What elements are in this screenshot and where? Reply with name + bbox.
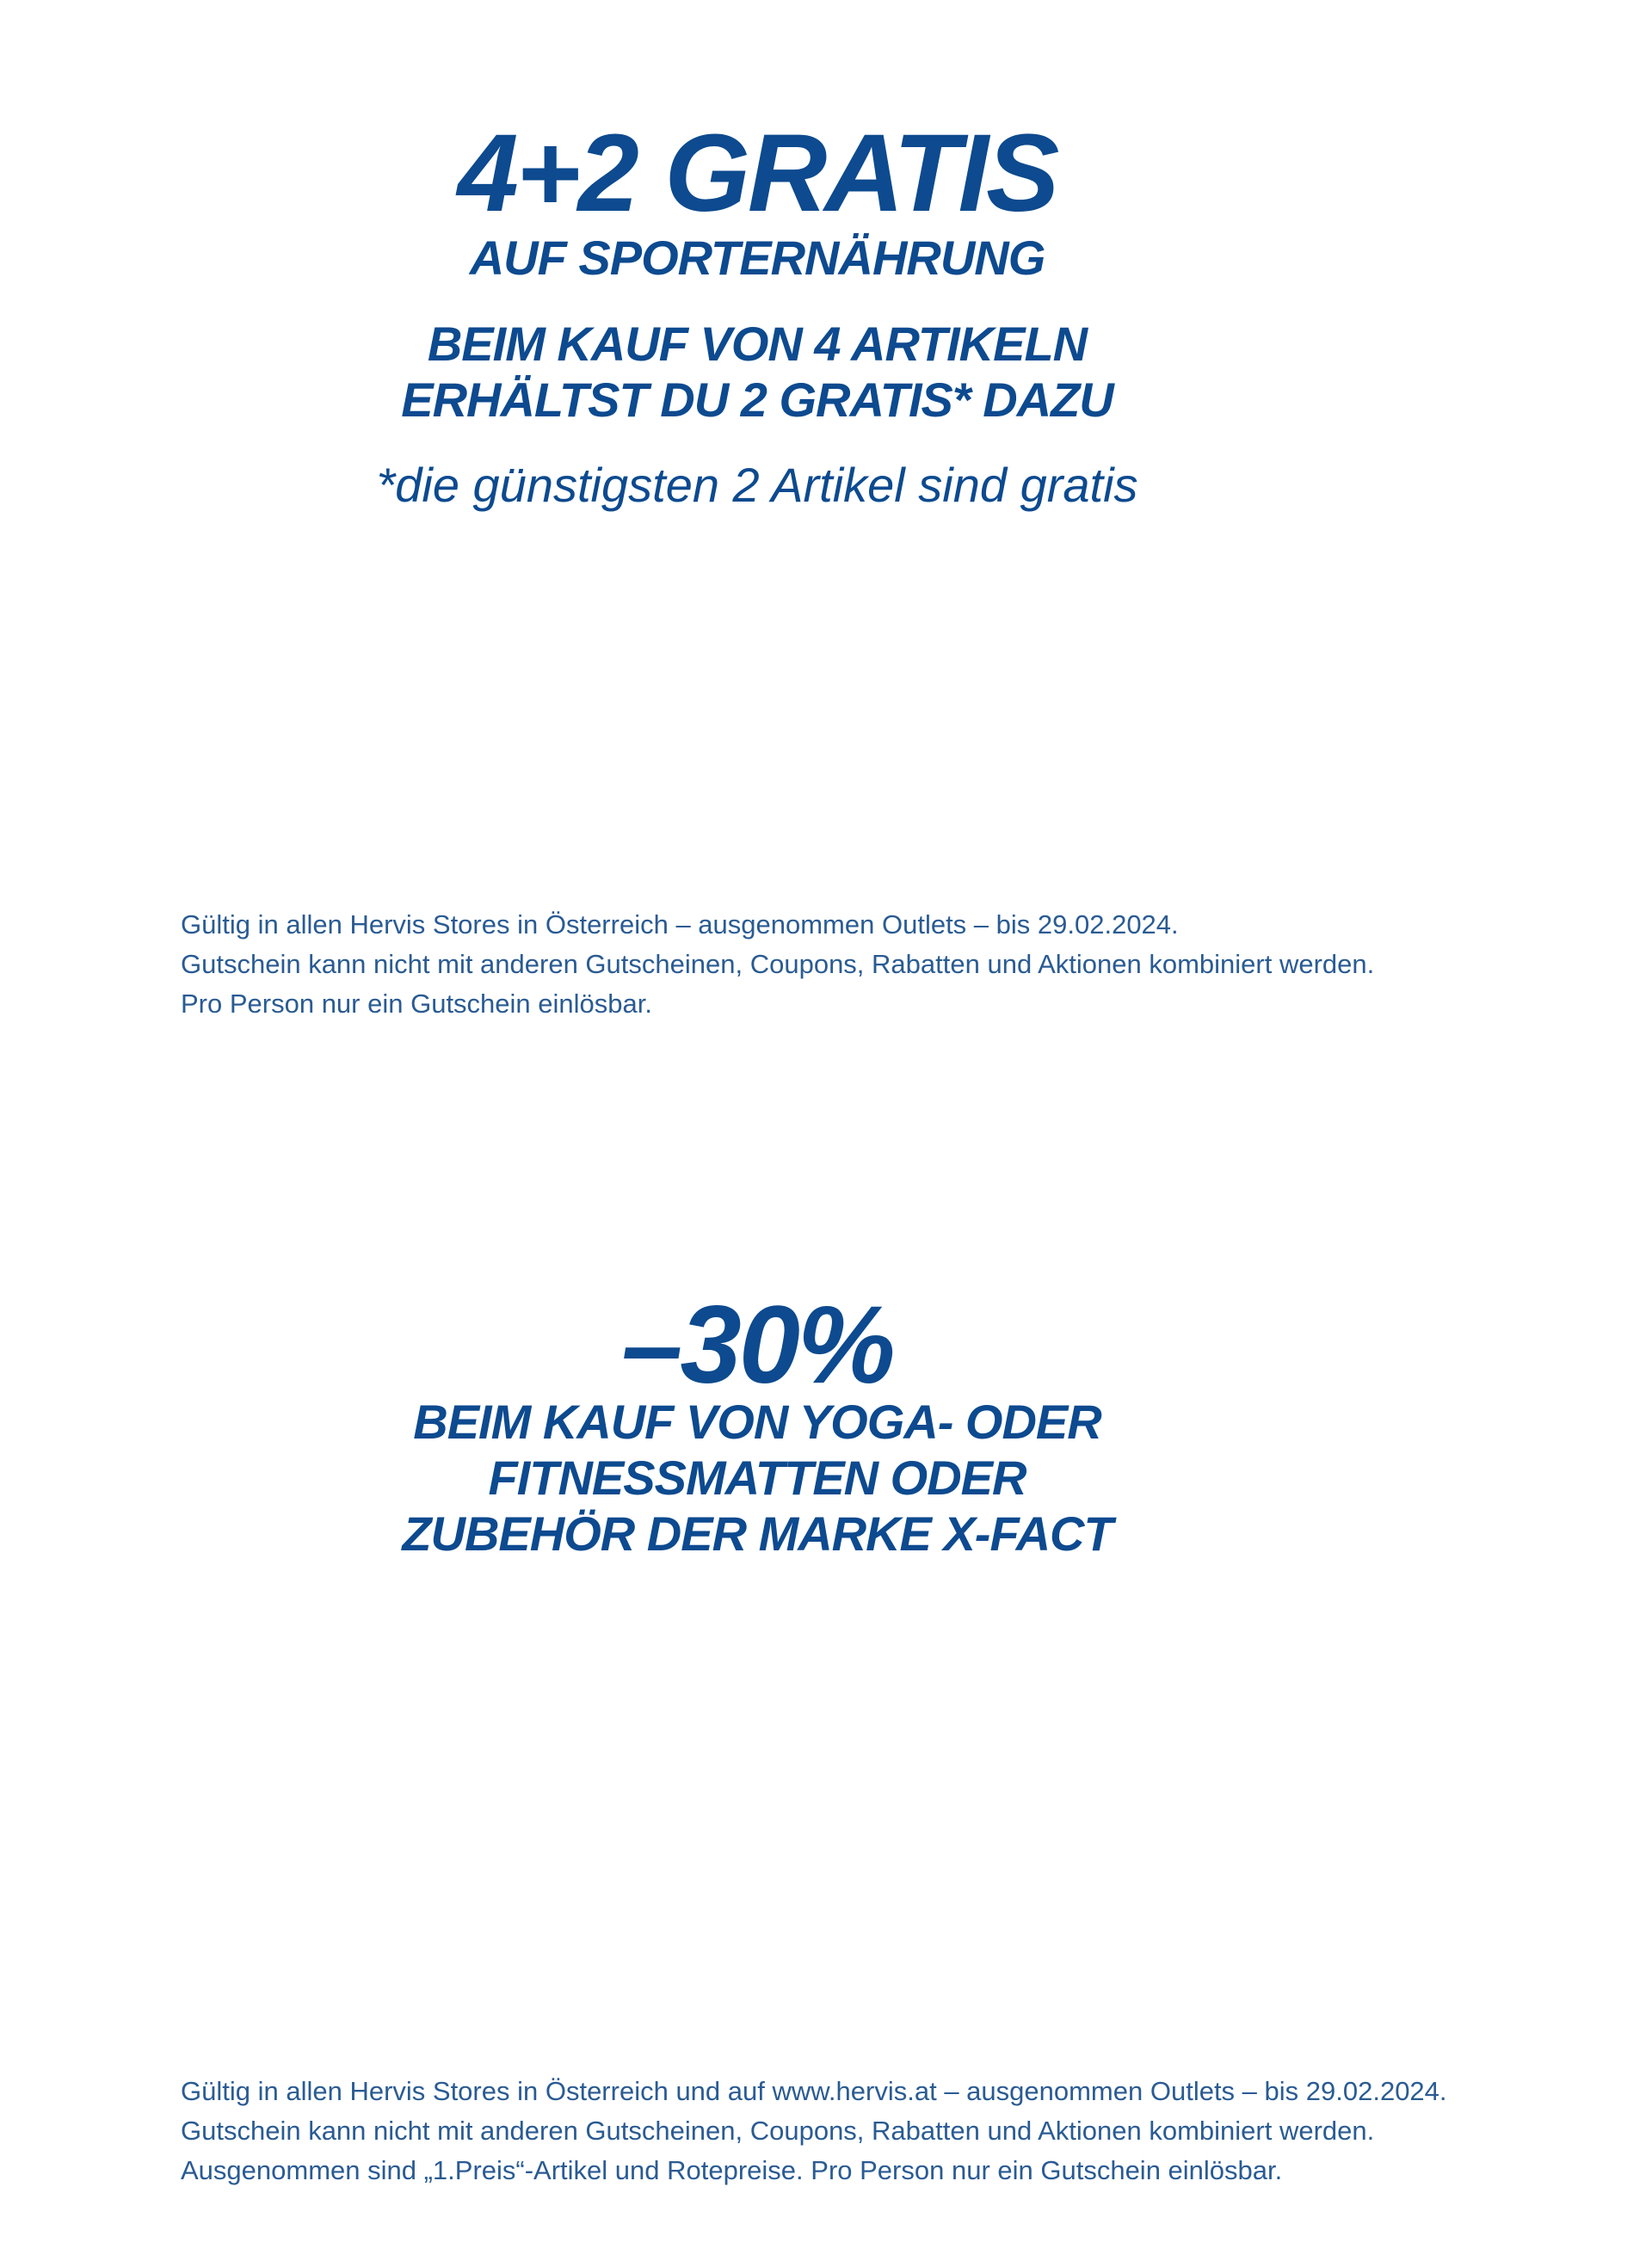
coupon2-offer-line-3: ZUBEHÖR DER MARKE X-FACT xyxy=(402,1506,1113,1561)
coupon1-terms-line-1: Gültig in allen Hervis Stores in Österreich – ausgenommen Outlets – bis 29.02.2024. xyxy=(181,909,1179,940)
coupon2-terms xyxy=(181,2072,1557,2190)
coupon2-terms-line-2: Gutschein kann nicht mit anderen Gutscheinen, Coupons, Rabatten und Aktionen kombiniert werden. xyxy=(181,2116,1375,2146)
coupon1-terms xyxy=(181,905,1557,1024)
coupon2-terms-line-3: Ausgenommen sind „1.Preis“-Artikel und Rotepreise. Pro Person nur ein Gutschein einlösbar. xyxy=(181,2155,1283,2185)
coupon1-terms-line-2: Gutschein kann nicht mit anderen Gutscheinen, Coupons, Rabatten und Aktionen kombiniert werden. xyxy=(181,949,1375,979)
coupon1-offer-line-1: BEIM KAUF VON 4 ARTIKELN xyxy=(427,317,1088,371)
coupon1-headline: 4+2 GRATIS xyxy=(457,112,1057,235)
coupon1-footnote: *die günstigsten 2 Artikel sind gratis xyxy=(376,458,1138,512)
coupon1-subline: AUF SPORTERNÄHRUNG xyxy=(469,231,1045,285)
coupon2-offer-line-2: FITNESSMATTEN ODER xyxy=(488,1451,1026,1505)
coupon1-offer-line-2: ERHÄLTST DU 2 GRATIS* DAZU xyxy=(401,373,1113,427)
coupon2-offer-line-1: BEIM KAUF VON YOGA- ODER xyxy=(413,1395,1101,1449)
coupon2-headline: –30% xyxy=(621,1284,893,1407)
coupon2-terms-line-1: Gültig in allen Hervis Stores in Österreich und auf www.hervis.at – ausgenommen Outlets – bis 29.02.2024. xyxy=(181,2076,1447,2106)
coupon1-terms-line-3: Pro Person nur ein Gutschein einlösbar. xyxy=(181,989,652,1019)
